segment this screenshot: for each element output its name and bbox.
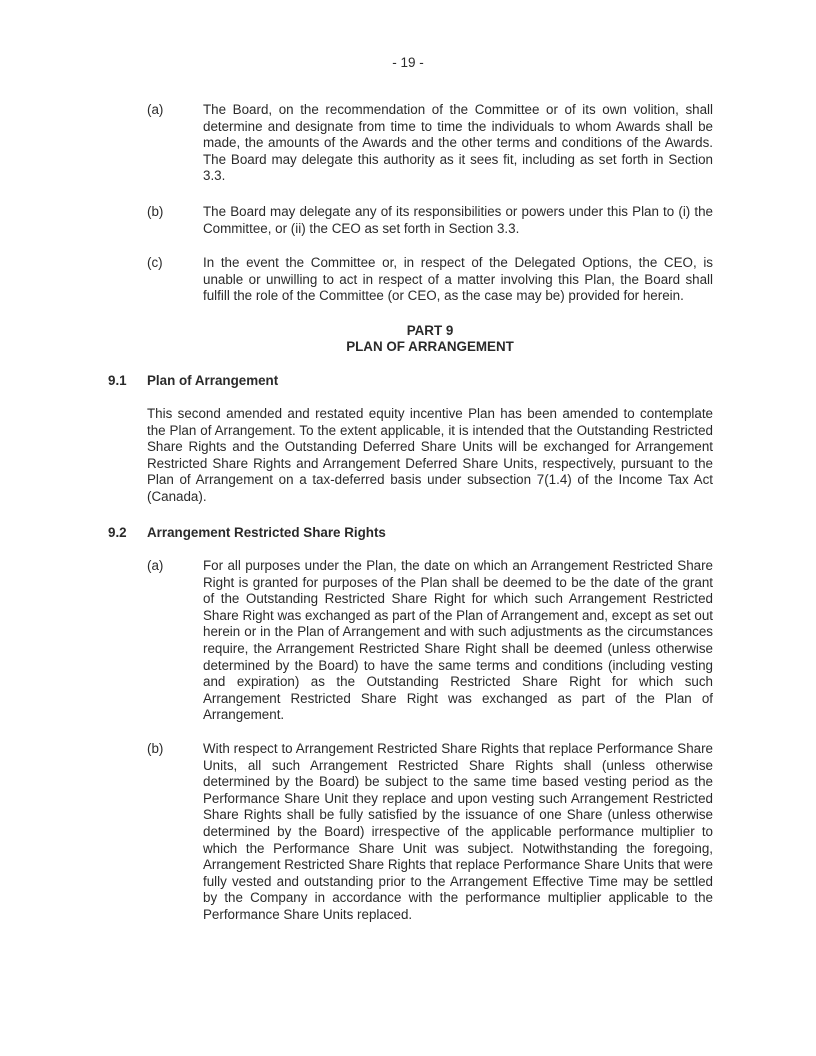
section-title: Arrangement Restricted Share Rights — [147, 525, 386, 540]
item-label: (b) — [147, 741, 164, 756]
item-label: (c) — [147, 255, 163, 270]
section-number: 9.1 — [108, 373, 127, 388]
section-title: Plan of Arrangement — [147, 373, 279, 388]
section-number: 9.2 — [108, 525, 127, 540]
item-label: (a) — [147, 558, 164, 573]
item-label: (b) — [147, 204, 164, 219]
item-text: With respect to Arrangement Restricted Share Rights that replace Performance Share Units, all such Arrangement Restricted Share Rights shall (unless otherwise determined by the Board) be subject to the same time based vesting period as the Performance Share Unit they replace and upon vesting such Arrangement Restricted Share Rights shall be fully satisfied by the issuance of one Share (unless otherwise determined by the Board) irrespective of the applicable performance multiplier to which the Performance Share Unit was subject. Notwithstanding the foregoing, Arrangement Restricted Share Rights that replace Performance Share Units that were fully vested and outstanding prior to the Arrangement Effective Time may be settled by the Company in accordance with the performance multiplier applicable to the Performance Share Units replaced. — [203, 741, 713, 922]
part-title: PLAN OF ARRANGEMENT — [346, 339, 514, 354]
section-paragraph: This second amended and restated equity incentive Plan has been amended to contemplate the Plan of Arrangement. To the extent applicable, it is intended that the Outstanding Restricted Share Rights and the Outstanding Deferred Share Units will be exchanged for Arrangement Restricted Share Rights and Arrangement Deferred Share Units, respectively, pursuant to the Plan of Arrangement on a tax-deferred basis under subsection 7(1.4) of the Income Tax Act (Canada). — [147, 406, 713, 504]
item-text: The Board may delegate any of its responsibilities or powers under this Plan to (i) the Committee, or (ii) the CEO as set forth in Section 3.3. — [203, 204, 713, 236]
page-number: - 19 - — [392, 55, 424, 70]
item-text: In the event the Committee or, in respect of the Delegated Options, the CEO, is unable or unwilling to act in respect of a matter involving this Plan, the Board shall fulfill the role of the Committee (or CEO, as the case may be) provided for herein. — [203, 255, 713, 304]
item-text: For all purposes under the Plan, the date on which an Arrangement Restricted Share Right is granted for purposes of the Plan shall be deemed to be the date of the grant of the Outstanding Restricted Share Right for which such Arrangement Restricted Share Right was exchanged as part of the Plan of Arrangement and, except as set out herein or in the Plan of Arrangement and with such adjustments as the circumstances require, the Arrangement Restricted Share Right shall be deemed (unless otherwise determined by the Board) to have the same terms and conditions (including vesting and expiration) as the Outstanding Restricted Share Right for which such Arrangement Restricted Share Right was exchanged as part of the Plan of Arrangement. — [203, 558, 713, 723]
part-number: PART 9 — [406, 323, 454, 338]
item-text: The Board, on the recommendation of the Committee or of its own volition, shall determine and designate from time to time the individuals to whom Awards shall be made, the amounts of the Awards and the other terms and conditions of the Awards. The Board may delegate this authority as it sees fit, including as set forth in Section 3.3. — [203, 102, 713, 184]
item-label: (a) — [147, 102, 164, 117]
